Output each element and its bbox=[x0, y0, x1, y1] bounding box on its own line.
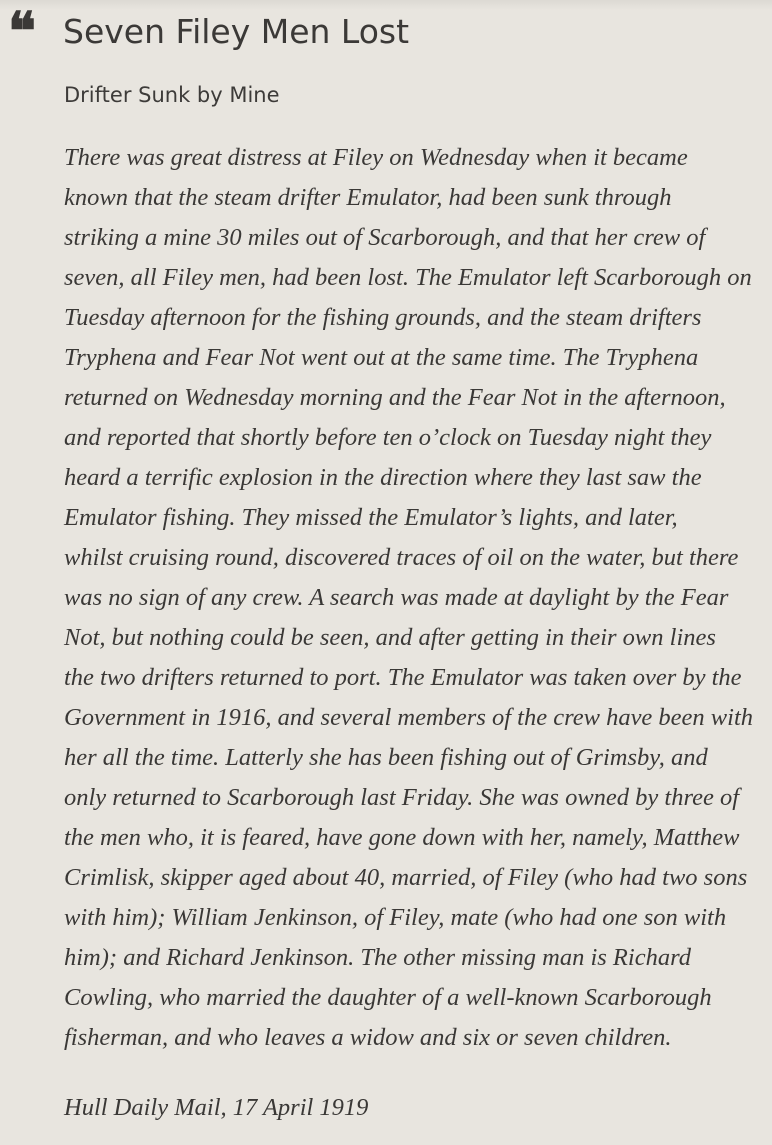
body-line: Emulator fishing. They missed the Emulator’s lights, and later, bbox=[64, 504, 678, 531]
body-line: and reported that shortly before ten o’clock on Tuesday night they bbox=[64, 424, 712, 451]
body-line: Tuesday afternoon for the fishing grounds, and the steam drifters bbox=[64, 304, 702, 331]
body-line: striking a mine 30 miles out of Scarborough, and that her crew of bbox=[64, 224, 706, 251]
body-line: seven, all Filey men, had been lost. The Emulator left Scarborough on bbox=[64, 264, 752, 291]
body-line: Cowling, who married the daughter of a well-known Scarborough bbox=[64, 984, 712, 1011]
body-line: known that the steam drifter Emulator, had been sunk through bbox=[64, 184, 672, 211]
body-line: fisherman, and who leaves a widow and six or seven children. bbox=[64, 1024, 672, 1051]
top-shadow bbox=[0, 0, 772, 10]
body-line: whilst cruising round, discovered traces of oil on the water, but there bbox=[64, 544, 739, 571]
body-line: Government in 1916, and several members of the crew have been with bbox=[64, 704, 754, 731]
body-line: There was great distress at Filey on Wednesday when it became bbox=[64, 144, 688, 171]
body-line: was no sign of any crew. A search was made at daylight by the Fear bbox=[64, 584, 729, 611]
body-line: the men who, it is feared, have gone down with her, namely, Matthew bbox=[64, 824, 740, 851]
body-line: with him); William Jenkinson, of Filey, mate (who had one son with bbox=[64, 904, 727, 931]
body-line: her all the time. Latterly she has been fishing out of Grimsby, and bbox=[64, 744, 708, 771]
body-line: only returned to Scarborough last Friday. She was owned by three of bbox=[64, 784, 740, 811]
body-line: the two drifters returned to port. The Emulator was taken over by the bbox=[64, 664, 742, 691]
body-line: Not, but nothing could be seen, and after getting in their own lines bbox=[64, 624, 716, 651]
body-line: heard a terrific explosion in the direction where they last saw the bbox=[64, 464, 702, 491]
body-line: Tryphena and Fear Not went out at the same time. The Tryphena bbox=[64, 344, 699, 371]
article-source: Hull Daily Mail, 17 April 1919 bbox=[64, 1094, 369, 1121]
body-line: Crimlisk, skipper aged about 40, married, of Filey (who had two sons bbox=[64, 864, 748, 891]
body-line: returned on Wednesday morning and the Fear Not in the afternoon, bbox=[64, 384, 726, 411]
article-title: Seven Filey Men Lost bbox=[63, 12, 410, 51]
article-body bbox=[64, 138, 764, 1058]
article-subtitle: Drifter Sunk by Mine bbox=[64, 83, 280, 107]
body-line: him); and Richard Jenkinson. The other missing man is Richard bbox=[64, 944, 691, 971]
quote-mark-icon: ❝ bbox=[8, 1, 36, 62]
